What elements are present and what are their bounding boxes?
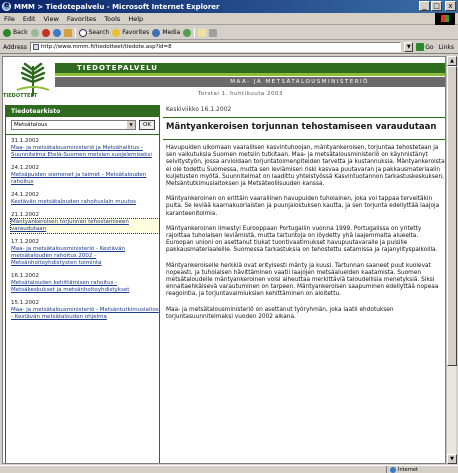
scroll-down-button[interactable]: ▼ — [447, 454, 457, 464]
close-button[interactable]: x — [445, 1, 456, 11]
article-paragraph: Havupuiden ulkomaan vaarallisen kasvintuhoojan, mäntyankeroisen, torjuntaa tehostetaan ja sen vaikutuksia Suomen metsiin tutkitaan. Maa- ja metsätalousministeriö on käynnistänyt selvitystyön, jossa arvioidaan torjuntatoimenpiteiden tarvetta ja kustannuksia. Mäntyankeroista ei ole todettu Suomessa, mutta sen leviämisen riski kasvaa puutavaran ja pakkausmateriaalin kuljetusten myötä. Suunnitelmat on laadittu yhteistyössä Kasvintuotannon tarkastuskeskuksen, Metsäntutkimuslaitoksen ja Metsäteollisuuden kanssa. — [166, 145, 445, 188]
chevron-down-icon: ▼ — [127, 121, 135, 129]
menu-tools[interactable]: Tools — [104, 14, 121, 23]
sidebar-divider — [6, 134, 159, 135]
windows-logo-icon — [435, 13, 455, 25]
menu-bar — [0, 13, 458, 25]
mail-icon — [198, 29, 206, 37]
news-link[interactable]: Kestävän metsätalouden rahoituslain muutos — [11, 199, 137, 205]
news-link[interactable]: Mäntyankeroisen torjunnan tehostamiseen varaudutaan — [11, 219, 159, 233]
forward-arrow-icon — [31, 29, 39, 37]
address-bar — [0, 41, 458, 54]
ministry-banner — [55, 77, 446, 87]
search-label: Search — [88, 29, 110, 36]
article — [163, 105, 445, 464]
address-dropdown-button[interactable]: ▼ — [404, 42, 413, 52]
article-paragraph: Mäntyankeroinen on erittäin vaarallinen havupuiden tuholainen, joka voi tappaa terveitäkin puita. Se leviää kaarnakuoriaisten ja puunjalostuksen kautta, ja sen torjunta edellyttää laajoja karanteenitoimia. — [166, 196, 440, 217]
refresh-button[interactable] — [53, 29, 61, 37]
news-date: 16.1.2002 — [11, 273, 39, 279]
news-date: 21.1.2002 — [11, 212, 39, 218]
page-icon — [33, 44, 39, 50]
history-button[interactable] — [183, 29, 191, 37]
menu-favorites[interactable]: Favorites — [66, 14, 97, 23]
list-item-active — [11, 212, 159, 233]
toolbar-separator — [194, 28, 195, 38]
article-paragraph: Maa- ja metsätalousministeriö on asettanut työryhmän, joka laatii ehdotuksen torjuntasuunnitelmaksi vuoden 2002 aikana. — [166, 306, 394, 320]
archive-sidebar — [5, 105, 160, 464]
news-date: 31.1.2002 — [11, 138, 39, 144]
article-divider — [163, 139, 445, 140]
category-select[interactable] — [11, 120, 136, 130]
scroll-thumb[interactable] — [447, 66, 457, 366]
zone-label: Internet — [398, 467, 418, 473]
search-icon — [79, 29, 87, 37]
list-item — [11, 165, 159, 186]
home-button[interactable] — [64, 29, 72, 37]
current-date: Torstai 1. huhtikuuta 2003 — [197, 91, 283, 97]
print-icon — [209, 29, 217, 37]
favorites-button[interactable] — [112, 29, 149, 37]
media-label: Media — [162, 29, 181, 36]
history-icon — [183, 29, 191, 37]
list-item — [11, 138, 159, 159]
brand-name: TIEDOTEPALVELU — [77, 64, 158, 72]
favorites-label: Favorites — [122, 29, 150, 36]
list-item — [11, 239, 159, 267]
category-select-value: Metsätalous — [14, 122, 48, 128]
window-titlebar[interactable] — [0, 0, 458, 13]
maximize-button[interactable]: □ — [431, 1, 442, 11]
news-list — [11, 138, 159, 327]
mail-button[interactable] — [198, 29, 206, 37]
news-link[interactable]: Maa- ja metsätalousministeriö - Kestävän metsätalouden rahoitus 2002 - Metsänhoitoyhdistysten toiminta — [11, 246, 125, 266]
back-label: Back — [13, 29, 28, 36]
menu-view[interactable]: View — [43, 14, 59, 23]
links-button[interactable]: Links — [438, 43, 454, 51]
minimize-button[interactable]: _ — [419, 1, 430, 11]
favorites-star-icon — [112, 29, 120, 37]
forward-button[interactable] — [31, 29, 39, 37]
news-link[interactable]: Maa- ja metsätalousministeriö ja Metsähallitus - Suunnitelma Etelä-Suomen metsien suojelemiseksi — [11, 145, 152, 158]
menu-edit[interactable]: Edit — [22, 14, 36, 23]
banner-stripe — [55, 73, 446, 76]
page-viewport — [2, 56, 446, 464]
ministry-name: MAA- JA METSÄTALOUSMINISTERIÖ — [230, 79, 369, 85]
address-input[interactable] — [30, 42, 401, 52]
address-label: Address — [3, 43, 27, 51]
menu-file[interactable]: File — [4, 14, 15, 23]
brand-banner — [55, 63, 446, 73]
sidebar-heading: Tiedotearkisto — [6, 106, 159, 117]
list-item — [11, 273, 159, 294]
status-bar — [0, 465, 458, 473]
search-button[interactable] — [79, 29, 110, 37]
security-zone — [386, 466, 456, 473]
news-link[interactable]: Metsäpuiden siemenet ja taimet - Metsätalouden rahoitus — [11, 172, 147, 185]
stop-button[interactable] — [42, 29, 50, 37]
news-date: 24.1.2002 — [11, 165, 39, 171]
news-link[interactable]: Maa- ja metsätalousministeriö - Metsäntutkimuslaitos - Kestävän metsätalouden ohjelma — [11, 307, 159, 320]
go-label: Go — [425, 43, 434, 51]
window-title: MMM > Tiedotepalvelu - Microsoft Internet Explorer — [14, 2, 220, 11]
article-paragraph: Mäntyankeroiselle herkkiä ovat erityisesti mänty ja kuusi. Tartunnan saaneet puut kuolevat nopeasti, ja tuholaisen hävittäminen vaatii laajojen metsäalueiden kaatamista. Suomen metsätaloudelle mäntyankeroinen voisi aiheuttaa merkittäviä taloudellisia menetyksiä. Siksi ennaltaehkäisevä varautuminen on tarpeen. Mäntyankeroisen saapuminen edellyttää nopeaa reagointia, ja torjuntavalmiuksien kehittäminen on aloitettu. — [166, 262, 439, 298]
back-button[interactable] — [3, 29, 28, 37]
media-icon — [152, 29, 160, 37]
print-button[interactable] — [209, 29, 217, 37]
news-date: 24.1.2002 — [11, 192, 39, 198]
stop-icon — [42, 29, 50, 37]
article-title: Mäntyankeroisen torjunnan tehostamiseen varaudutaan — [166, 122, 437, 132]
vertical-scrollbar[interactable] — [446, 56, 456, 464]
internet-explorer-icon — [2, 2, 11, 11]
news-date: 17.1.2002 — [11, 239, 39, 245]
go-arrow-icon — [416, 43, 424, 51]
article-paragraph: Mäntyankeroinen ilmestyi Eurooppaan Portugaliin vuonna 1999. Portugalissa on yritetty rajoittaa tuholaisen leviämistä, mutta tartuntoja on löydetty yhä laajemmalta alueelta. Euroopan unioni on asettanut tiukat tuontivaatimukset havupuutavaralle ja puisille pakkausmateriaaleille. Suomessa tarkastuksia on tehostettu satamissa ja rajanylityspaikoilla. — [166, 225, 438, 254]
address-url: http://www.mmm.fi/tiedotteet/tiedote.asp?id=8 — [40, 44, 172, 50]
back-arrow-icon — [3, 29, 11, 37]
home-icon — [64, 29, 72, 37]
ok-button[interactable]: OK — [139, 120, 155, 130]
news-date: 15.1.2002 — [11, 300, 39, 306]
news-link[interactable]: Metsätalouden kehittämisen rahoitus - Metsäkeskukset ja metsänhoitoyhdistykset — [11, 280, 130, 293]
refresh-icon — [53, 29, 61, 37]
article-date: Keskiviikko 16.1.2002 — [166, 106, 232, 113]
list-item — [11, 192, 159, 206]
browser-toolbar — [0, 26, 458, 40]
go-button[interactable] — [416, 43, 433, 51]
scroll-up-button[interactable]: ▲ — [447, 56, 457, 66]
site-header — [3, 57, 446, 103]
menu-help[interactable]: Help — [128, 14, 144, 23]
logo-label: TIEDOTTEET — [3, 93, 38, 99]
article-divider — [163, 117, 445, 118]
list-item — [11, 300, 159, 321]
globe-icon — [390, 467, 396, 473]
toolbar-separator — [75, 28, 76, 38]
media-button[interactable] — [152, 29, 180, 37]
